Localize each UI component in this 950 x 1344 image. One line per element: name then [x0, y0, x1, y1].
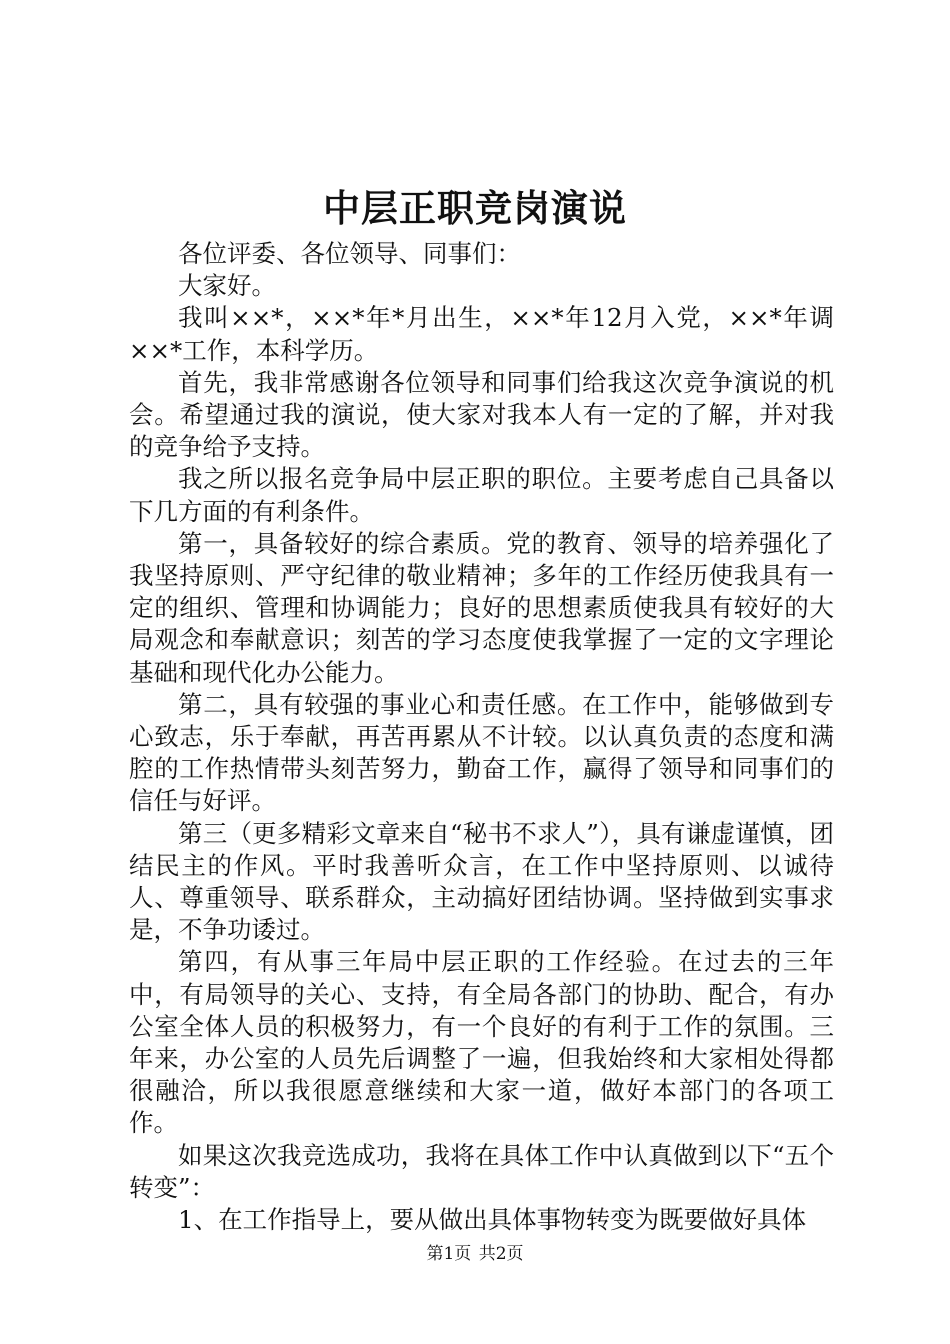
document-body — [129, 238, 834, 1236]
page-total: 共2页 — [478, 1244, 524, 1264]
document-title: 中层正职竞岗演说 — [323, 186, 627, 230]
paragraph-greeting: 各位评委、各位领导、同事们： — [178, 239, 521, 268]
paragraph-second: 第二，具有较强的事业心和责任感。在工作中，能够做到专心致志，乐于奉献，再苦再累从不计较。以认真负责的态度和满腔的工作热情带头刻苦努力，勤奋工作，赢得了领导和同事们的信任与好评。 — [129, 689, 834, 816]
paragraph-first: 第一，具备较好的综合素质。党的教育、领导的培养强化了我坚持原则、严守纪律的敬业精神；多年的工作经历使我具有一定的组织、管理和协调能力；良好的思想素质使我具有较好的大局观念和奉献意识；刻苦的学习态度使我掌握了一定的文字理论基础和现代化办公能力。 — [129, 528, 834, 687]
paragraph-intro: 我叫××*，××*年*月出生，××*年12月入党，××*年调××*工作，本科学历。 — [129, 303, 834, 365]
page-footer — [0, 1242, 950, 1266]
paragraph-hello: 大家好。 — [178, 271, 276, 301]
paragraph-item-1: 1、在工作指导上，要从做出具体事物转变为既要做好具体 — [178, 1205, 807, 1235]
page-number: 第1页 — [426, 1244, 472, 1264]
paragraph-third: 第三（更多精彩文章来自“秘书不求人”），具有谦虚谨慎，团结民主的作风。平时我善听众言，在工作中坚持原则、以诚待人、尊重领导、联系群众，主动搞好团结协调。坚持做到实事求是，不争功诿过。 — [129, 818, 834, 945]
paragraph-thanks: 首先，我非常感谢各位领导和同事们给我这次竞争演说的机会。希望通过我的演说，使大家对我本人有一定的了解，并对我的竞争给予支持。 — [129, 367, 834, 462]
paragraph-reason: 我之所以报名竞争局中层正职的职位。主要考虑自己具备以下几方面的有利条件。 — [129, 464, 834, 526]
paragraph-plan: 如果这次我竞选成功，我将在具体工作中认真做到以下“五个转变”： — [129, 1140, 834, 1202]
paragraph-fourth: 第四，有从事三年局中层正职的工作经验。在过去的三年中，有局领导的关心、支持，有全局各部门的协助、配合，有办公室全体人员的积极努力，有一个良好的有利于工作的氛围。三年来，办公室的人员先后调整了一遍，但我始终和大家相处得都很融洽，所以我很愿意继续和大家一道，做好本部门的各项工作。 — [129, 947, 834, 1138]
